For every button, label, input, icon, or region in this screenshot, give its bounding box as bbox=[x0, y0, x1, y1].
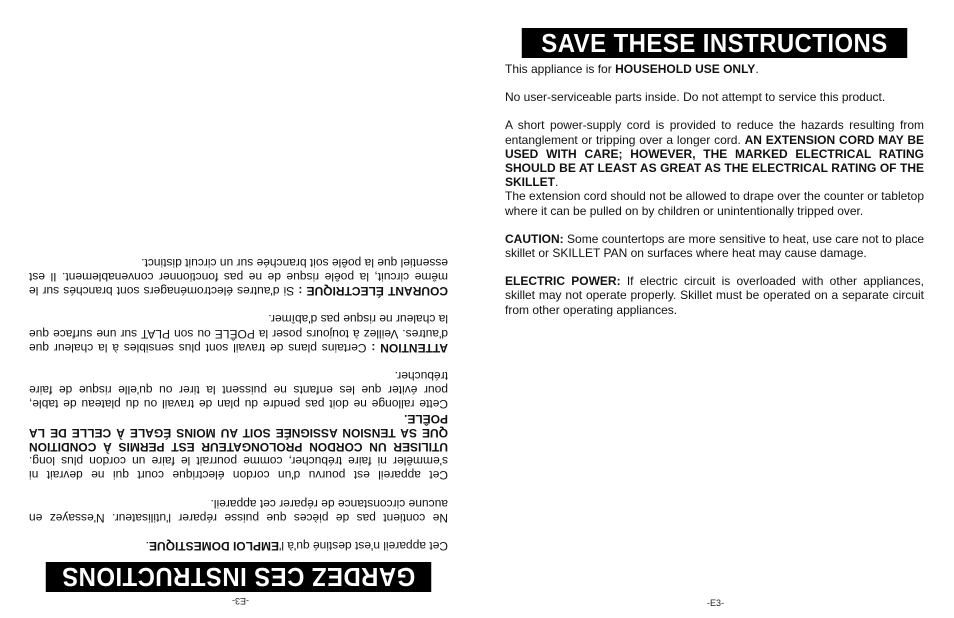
english-page bbox=[477, 0, 954, 618]
french-cord-paragraph bbox=[29, 411, 448, 482]
electric-power-text: If electric circuit is overloaded with other appliances, skillet may not operate properly. Skillet must be operated on a separate circuit from other operating appliances. bbox=[505, 274, 924, 317]
electric-power-paragraph bbox=[505, 274, 924, 317]
french-household-paragraph bbox=[29, 539, 448, 553]
service-paragraph: No user-serviceable parts inside. Do not attempt to service this product. bbox=[505, 90, 886, 105]
caution-label: CAUTION: bbox=[505, 231, 564, 246]
household-suffix: . bbox=[755, 62, 759, 76]
household-bold: HOUSEHOLD USE ONLY bbox=[615, 62, 756, 76]
french-household-prefix: Cet appareil n'est destiné qu'à l' bbox=[279, 539, 448, 553]
household-paragraph bbox=[505, 62, 924, 76]
french-courant-label: COURANT ÉLECTRIQUE : bbox=[298, 284, 448, 299]
french-banner-title: GARDEZ CES INSTRUCTIONS bbox=[46, 562, 431, 592]
french-service-paragraph: Ne contient pas de pièces que puisse réparer l'utilisateur. N'essayez en aucune circonstance de réparer cet appareil. bbox=[29, 496, 448, 525]
english-page-number: -E3- bbox=[707, 598, 725, 608]
french-attention-text: Certains plans de travail sont plus sensibles à la chaleur que d'autres. Veillez à toujours poser la POÊLE ou son PLAT sur une surface que la chaleur ne risque pas d'abîmer. bbox=[29, 312, 448, 355]
household-prefix: This appliance is for bbox=[505, 62, 616, 76]
french-cord-bold: UTILISER UN CORDON PROLONGATEUR EST PERMIS À CONDITION QUE SA TENSION ASSIGNÉE SOIT AU MOINS ÉGALE À CELLE DE LA POÊLE. bbox=[29, 411, 448, 454]
french-courant-text: Si d'autres électroménagers sont branchés sur le même circuit, la poêle risque de ne pas fonctionner convenablement. Il est essentiel que la poêle soit branchée sur un circuit distinct. bbox=[29, 255, 448, 299]
cord-text: A short power-supply cord is provided to reduce the hazards resulting from entanglement or tripping over a longer cord. bbox=[505, 118, 924, 147]
english-body bbox=[505, 62, 924, 331]
french-body bbox=[29, 242, 448, 553]
french-courant-paragraph bbox=[29, 256, 448, 299]
french-household-suffix: . bbox=[145, 539, 149, 553]
french-cord-extra: Cette rallonge ne doit pas pendre du plan de travail ou du plateau de table, pour éviter que les enfants ne puissent la tirer ou qu'elle risque de faire trébucher. bbox=[29, 368, 448, 412]
caution-paragraph bbox=[505, 232, 924, 260]
cord-end: . bbox=[555, 175, 559, 190]
french-attention-paragraph bbox=[29, 312, 448, 355]
french-cord-text: Cet appareil est pourvu d'un cordon électrique court qui ne devrait ni s'emmêler ni faire trébucher, comme pourrait le faire un cordon plus long. bbox=[29, 454, 448, 483]
cord-paragraph bbox=[505, 118, 924, 189]
caution-text: Some countertops are more sensitive to heat, use care not to place skillet or SKILLET PAN on surfaces where heat may cause damage. bbox=[505, 231, 924, 261]
cord-bold: AN EXTENSION CORD MAY BE USED WITH CARE; HOWEVER, THE MARKED ELECTRICAL RATING SHOULD BE AT LEAST AS GREAT AS THE ELECTRICAL RATING OF THE SKILLET bbox=[505, 132, 924, 190]
french-attention-label: ATTENTION : bbox=[371, 340, 448, 355]
electric-power-label: ELECTRIC POWER: bbox=[505, 274, 621, 289]
french-household-bold: EMPLOI DOMESTIQUE bbox=[149, 539, 280, 553]
french-page-number: -E3- bbox=[231, 596, 249, 606]
cord-extra-paragraph: The extension cord should not be allowed to drape over the counter or tabletop where it can be pulled on by children or unintentionally tripped over. bbox=[505, 189, 924, 218]
english-banner-title: SAVE THESE INSTRUCTIONS bbox=[522, 28, 907, 58]
